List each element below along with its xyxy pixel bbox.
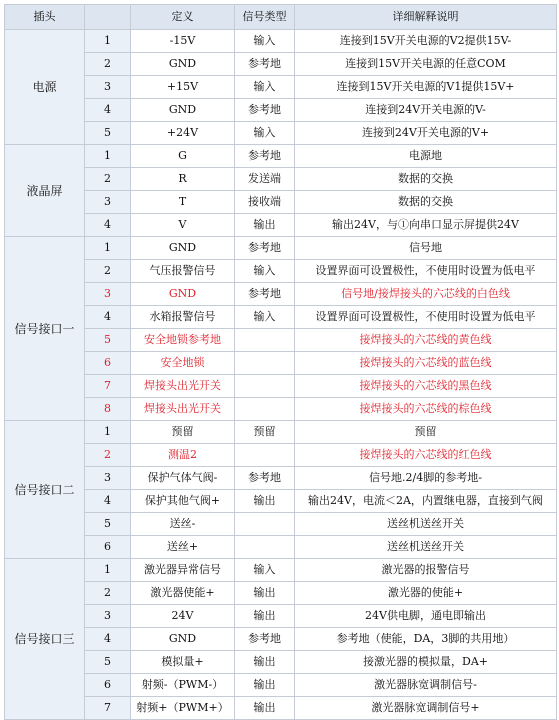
table-header-row bbox=[5, 5, 557, 30]
description-cell: 送丝机送丝开关 bbox=[295, 536, 557, 559]
table-row bbox=[5, 145, 557, 168]
pin-number-cell: 2 bbox=[85, 53, 131, 76]
description-cell: 数据的交换 bbox=[295, 191, 557, 214]
signal-type-cell: 输入 bbox=[235, 30, 295, 53]
group-name-cell: 信号接口一 bbox=[5, 237, 85, 421]
signal-type-cell: 参考地 bbox=[235, 237, 295, 260]
description-cell: 输出24V，电流＜2A，内置继电器，直接到气阀 bbox=[295, 490, 557, 513]
definition-cell: 安全地锁参考地 bbox=[131, 329, 235, 352]
table-row bbox=[5, 421, 557, 444]
signal-type-cell: 输入 bbox=[235, 559, 295, 582]
definition-cell: G bbox=[131, 145, 235, 168]
signal-type-cell: 参考地 bbox=[235, 53, 295, 76]
definition-cell: T bbox=[131, 191, 235, 214]
description-cell: 连接到15V开关电源的任意COM bbox=[295, 53, 557, 76]
definition-cell: 24V bbox=[131, 605, 235, 628]
definition-cell: 保护气体气阀- bbox=[131, 467, 235, 490]
description-cell: 激光器的报警信号 bbox=[295, 559, 557, 582]
description-cell: 信号地 bbox=[295, 237, 557, 260]
definition-cell: 射频-（PWM-） bbox=[131, 674, 235, 697]
description-cell: 设置界面可设置极性，不使用时设置为低电平 bbox=[295, 306, 557, 329]
description-cell: 电源地 bbox=[295, 145, 557, 168]
definition-cell: 气压报警信号 bbox=[131, 260, 235, 283]
definition-cell: 焊接头出光开关 bbox=[131, 375, 235, 398]
signal-type-cell: 输出 bbox=[235, 651, 295, 674]
description-cell: 接焊接头的六芯线的棕色线 bbox=[295, 398, 557, 421]
pin-number-cell: 4 bbox=[85, 628, 131, 651]
pin-number-cell: 8 bbox=[85, 398, 131, 421]
table-row bbox=[5, 697, 557, 720]
pin-definition-table bbox=[4, 4, 557, 720]
header-signal-type: 信号类型 bbox=[235, 5, 295, 30]
signal-type-cell: 输出 bbox=[235, 582, 295, 605]
pin-number-cell: 6 bbox=[85, 536, 131, 559]
pin-number-cell: 1 bbox=[85, 237, 131, 260]
pin-number-cell: 2 bbox=[85, 444, 131, 467]
signal-type-cell: 预留 bbox=[235, 421, 295, 444]
signal-type-cell: 输出 bbox=[235, 214, 295, 237]
pin-definition-table-container bbox=[4, 4, 557, 720]
signal-type-cell bbox=[235, 352, 295, 375]
description-cell: 设置界面可设置极性，不使用时设置为低电平 bbox=[295, 260, 557, 283]
table-row bbox=[5, 398, 557, 421]
definition-cell: 激光器使能+ bbox=[131, 582, 235, 605]
header-definition: 定义 bbox=[131, 5, 235, 30]
description-cell: 送丝机送丝开关 bbox=[295, 513, 557, 536]
pin-number-cell: 5 bbox=[85, 122, 131, 145]
table-row bbox=[5, 605, 557, 628]
definition-cell: GND bbox=[131, 237, 235, 260]
signal-type-cell: 输入 bbox=[235, 306, 295, 329]
definition-cell: 送丝+ bbox=[131, 536, 235, 559]
pin-number-cell: 3 bbox=[85, 467, 131, 490]
description-cell: 输出24V，与①向串口显示屏提供24V bbox=[295, 214, 557, 237]
description-cell: 接焊接头的六芯线的红色线 bbox=[295, 444, 557, 467]
pin-number-cell: 7 bbox=[85, 697, 131, 720]
group-name-cell: 信号接口三 bbox=[5, 559, 85, 720]
definition-cell: 安全地锁 bbox=[131, 352, 235, 375]
signal-type-cell: 参考地 bbox=[235, 628, 295, 651]
table-row bbox=[5, 237, 557, 260]
table-row bbox=[5, 375, 557, 398]
table-row bbox=[5, 467, 557, 490]
description-cell: 激光器的使能+ bbox=[295, 582, 557, 605]
table-row bbox=[5, 99, 557, 122]
header-pin-number bbox=[85, 5, 131, 30]
signal-type-cell bbox=[235, 444, 295, 467]
table-row bbox=[5, 513, 557, 536]
signal-type-cell: 输出 bbox=[235, 697, 295, 720]
pin-number-cell: 5 bbox=[85, 651, 131, 674]
pin-number-cell: 1 bbox=[85, 421, 131, 444]
definition-cell: GND bbox=[131, 283, 235, 306]
definition-cell: +24V bbox=[131, 122, 235, 145]
group-name-cell: 电源 bbox=[5, 30, 85, 145]
description-cell: 连接到24V开关电源的V- bbox=[295, 99, 557, 122]
description-cell: 连接到24V开关电源的V+ bbox=[295, 122, 557, 145]
group-name-cell: 信号接口二 bbox=[5, 421, 85, 559]
table-row bbox=[5, 214, 557, 237]
definition-cell: GND bbox=[131, 53, 235, 76]
definition-cell: 测温2 bbox=[131, 444, 235, 467]
pin-number-cell: 3 bbox=[85, 283, 131, 306]
definition-cell: 模拟量+ bbox=[131, 651, 235, 674]
table-row bbox=[5, 191, 557, 214]
signal-type-cell: 参考地 bbox=[235, 283, 295, 306]
signal-type-cell bbox=[235, 375, 295, 398]
pin-number-cell: 4 bbox=[85, 99, 131, 122]
table-row bbox=[5, 582, 557, 605]
pin-number-cell: 7 bbox=[85, 375, 131, 398]
description-cell: 信号地.2/4脚的参考地- bbox=[295, 467, 557, 490]
signal-type-cell: 输入 bbox=[235, 260, 295, 283]
signal-type-cell: 发送端 bbox=[235, 168, 295, 191]
pin-number-cell: 3 bbox=[85, 605, 131, 628]
signal-type-cell bbox=[235, 329, 295, 352]
pin-number-cell: 2 bbox=[85, 582, 131, 605]
signal-type-cell: 输出 bbox=[235, 605, 295, 628]
table-row bbox=[5, 30, 557, 53]
definition-cell: 射频+（PWM+） bbox=[131, 697, 235, 720]
table-row bbox=[5, 306, 557, 329]
description-cell: 接焊接头的六芯线的黑色线 bbox=[295, 375, 557, 398]
definition-cell: 激光器异常信号 bbox=[131, 559, 235, 582]
definition-cell: GND bbox=[131, 99, 235, 122]
table-row bbox=[5, 674, 557, 697]
definition-cell: R bbox=[131, 168, 235, 191]
group-name-cell: 液晶屏 bbox=[5, 145, 85, 237]
pin-number-cell: 3 bbox=[85, 191, 131, 214]
pin-number-cell: 1 bbox=[85, 559, 131, 582]
description-cell: 24V供电脚，通电即输出 bbox=[295, 605, 557, 628]
pin-number-cell: 4 bbox=[85, 214, 131, 237]
signal-type-cell bbox=[235, 536, 295, 559]
table-row bbox=[5, 168, 557, 191]
description-cell: 信号地/接焊接头的六芯线的白色线 bbox=[295, 283, 557, 306]
table-row bbox=[5, 122, 557, 145]
definition-cell: +15V bbox=[131, 76, 235, 99]
table-row bbox=[5, 536, 557, 559]
definition-cell: 保护其他气阀+ bbox=[131, 490, 235, 513]
description-cell: 连接到15V开关电源的V1提供15V+ bbox=[295, 76, 557, 99]
pin-number-cell: 6 bbox=[85, 352, 131, 375]
table-row bbox=[5, 628, 557, 651]
description-cell: 接激光器的模拟量，DA+ bbox=[295, 651, 557, 674]
table-row bbox=[5, 559, 557, 582]
description-cell: 接焊接头的六芯线的蓝色线 bbox=[295, 352, 557, 375]
pin-number-cell: 1 bbox=[85, 145, 131, 168]
pin-number-cell: 2 bbox=[85, 168, 131, 191]
signal-type-cell bbox=[235, 398, 295, 421]
signal-type-cell: 输出 bbox=[235, 674, 295, 697]
description-cell: 激光器脉宽调制信号- bbox=[295, 674, 557, 697]
definition-cell: GND bbox=[131, 628, 235, 651]
definition-cell: -15V bbox=[131, 30, 235, 53]
pin-number-cell: 5 bbox=[85, 329, 131, 352]
pin-number-cell: 4 bbox=[85, 490, 131, 513]
pin-number-cell: 2 bbox=[85, 260, 131, 283]
pin-number-cell: 6 bbox=[85, 674, 131, 697]
signal-type-cell: 参考地 bbox=[235, 467, 295, 490]
table-row bbox=[5, 444, 557, 467]
description-cell: 预留 bbox=[295, 421, 557, 444]
table-row bbox=[5, 352, 557, 375]
table-row bbox=[5, 283, 557, 306]
signal-type-cell: 输入 bbox=[235, 122, 295, 145]
signal-type-cell: 参考地 bbox=[235, 145, 295, 168]
description-cell: 接焊接头的六芯线的黄色线 bbox=[295, 329, 557, 352]
pin-number-cell: 1 bbox=[85, 30, 131, 53]
table-row bbox=[5, 260, 557, 283]
table-row bbox=[5, 490, 557, 513]
table-row bbox=[5, 651, 557, 674]
header-description: 详细解释说明 bbox=[295, 5, 557, 30]
description-cell: 参考地（使能，DA，3脚的共用地） bbox=[295, 628, 557, 651]
definition-cell: 焊接头出光开关 bbox=[131, 398, 235, 421]
table-row bbox=[5, 53, 557, 76]
signal-type-cell: 参考地 bbox=[235, 99, 295, 122]
table-row bbox=[5, 76, 557, 99]
description-cell: 数据的交换 bbox=[295, 168, 557, 191]
signal-type-cell: 接收端 bbox=[235, 191, 295, 214]
definition-cell: 送丝- bbox=[131, 513, 235, 536]
table-body bbox=[5, 30, 557, 720]
header-plug: 插头 bbox=[5, 5, 85, 30]
definition-cell: 水箱报警信号 bbox=[131, 306, 235, 329]
pin-number-cell: 5 bbox=[85, 513, 131, 536]
description-cell: 激光器脉宽调制信号+ bbox=[295, 697, 557, 720]
description-cell: 连接到15V开关电源的V2提供15V- bbox=[295, 30, 557, 53]
signal-type-cell bbox=[235, 513, 295, 536]
definition-cell: 预留 bbox=[131, 421, 235, 444]
pin-number-cell: 3 bbox=[85, 76, 131, 99]
signal-type-cell: 输出 bbox=[235, 490, 295, 513]
table-row bbox=[5, 329, 557, 352]
signal-type-cell: 输入 bbox=[235, 76, 295, 99]
definition-cell: V bbox=[131, 214, 235, 237]
pin-number-cell: 4 bbox=[85, 306, 131, 329]
